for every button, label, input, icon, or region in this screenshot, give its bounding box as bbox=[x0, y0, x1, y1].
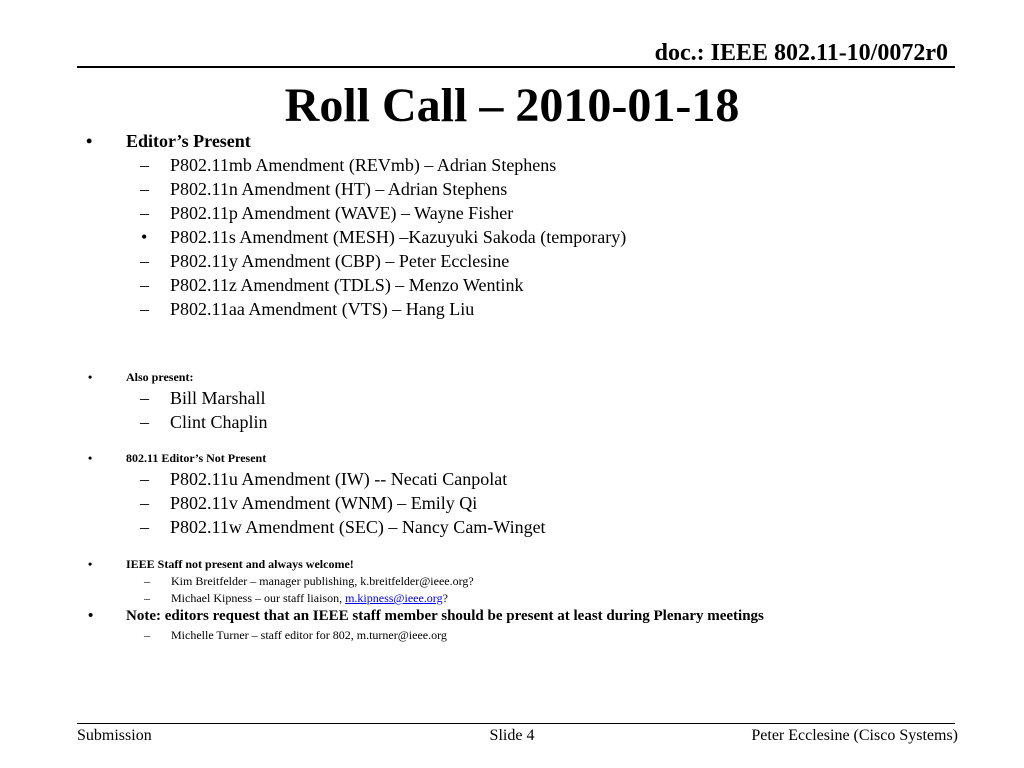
dash-marker: – bbox=[140, 412, 149, 432]
slide-title: Roll Call – 2010-01-18 bbox=[284, 79, 740, 132]
list-item-text: P802.11w Amendment (SEC) – Nancy Cam-Winget bbox=[170, 517, 546, 537]
dash-marker: – bbox=[144, 591, 150, 605]
list-item-text: P802.11aa Amendment (VTS) – Hang Liu bbox=[170, 299, 475, 319]
bullet: • bbox=[88, 608, 94, 624]
staff-liaison-email-link[interactable]: m.kipness@ieee.org bbox=[345, 591, 443, 605]
dash-marker: – bbox=[140, 299, 149, 319]
document-id: doc.: IEEE 802.11-10/0072r0 bbox=[654, 40, 948, 66]
dash-marker: – bbox=[140, 388, 149, 408]
footer-rule bbox=[77, 723, 955, 724]
list-item-text: Kim Breitfelder – manager publishing, k.breitfelder@ieee.org? bbox=[171, 574, 474, 588]
bullet: • bbox=[88, 370, 93, 384]
bullet: • bbox=[86, 131, 93, 151]
footer-slide-number: Slide 4 bbox=[489, 727, 535, 744]
dash-marker: – bbox=[140, 203, 149, 223]
bullet-marker: • bbox=[141, 227, 148, 247]
bullet: • bbox=[88, 557, 93, 571]
list-item-text: P802.11p Amendment (WAVE) – Wayne Fisher bbox=[170, 203, 514, 223]
question-mark: ? bbox=[442, 591, 448, 605]
dash-marker: – bbox=[140, 517, 149, 537]
heading-text: 802.11 Editor’s Not Present bbox=[126, 451, 267, 465]
bullet: • bbox=[88, 451, 93, 465]
dash-marker: – bbox=[140, 469, 149, 489]
list-item-text: P802.11v Amendment (WNM) – Emily Qi bbox=[170, 493, 478, 513]
heading-text: Also present: bbox=[126, 370, 194, 384]
dash-marker: – bbox=[140, 155, 149, 175]
heading-text: Editor’s Present bbox=[126, 131, 251, 151]
footer-author: Peter Ecclesine (Cisco Systems) bbox=[751, 727, 958, 744]
list-item-text: P802.11y Amendment (CBP) – Peter Ecclesine bbox=[170, 251, 510, 271]
dash-marker: – bbox=[140, 251, 149, 271]
footer-submission: Submission bbox=[77, 727, 152, 744]
dash-marker: – bbox=[144, 574, 150, 588]
dash-marker: – bbox=[144, 628, 150, 642]
list-item-text: P802.11n Amendment (HT) – Adrian Stephens bbox=[170, 179, 508, 199]
list-item-text: Michelle Turner – staff editor for 802, m.turner@ieee.org bbox=[171, 628, 447, 642]
list-item-text: P802.11z Amendment (TDLS) – Menzo Wentink bbox=[170, 275, 524, 295]
dash-marker: – bbox=[140, 179, 149, 199]
dash-marker: – bbox=[140, 493, 149, 513]
list-item-text: P802.11mb Amendment (REVmb) – Adrian Stephens bbox=[170, 155, 557, 175]
note-text: Note: editors request that an IEEE staff member should be present at least during Plenary meetings bbox=[126, 608, 764, 624]
list-item-text: Bill Marshall bbox=[170, 388, 266, 408]
heading-text: IEEE Staff not present and always welcome! bbox=[126, 557, 354, 571]
list-item-text bbox=[171, 591, 448, 606]
list-item-text: P802.11s Amendment (MESH) –Kazuyuki Sakoda (temporary) bbox=[170, 227, 627, 247]
staff-liaison-text: Michael Kipness – our staff liaison, bbox=[171, 591, 346, 605]
dash-marker: – bbox=[140, 275, 149, 295]
list-item-text: Clint Chaplin bbox=[170, 412, 268, 432]
list-item-text: P802.11u Amendment (IW) -- Necati Canpolat bbox=[170, 469, 508, 489]
